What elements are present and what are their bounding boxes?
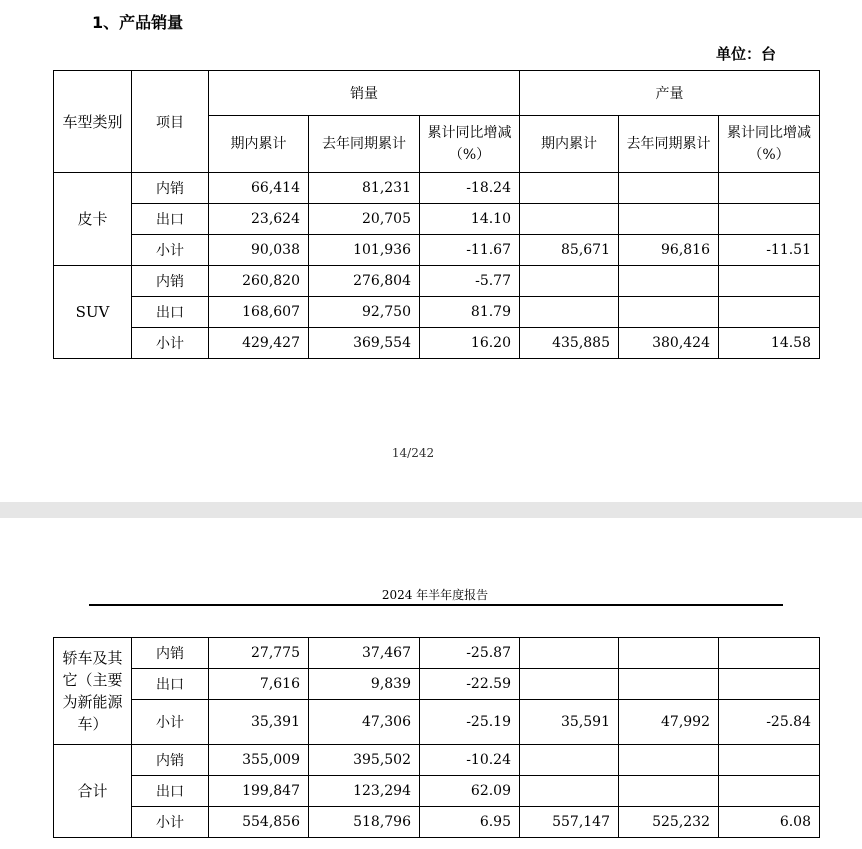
- sales-value-cell: 168,607: [209, 297, 309, 328]
- production-value-cell: -11.51: [719, 235, 820, 266]
- production-value-cell: 380,424: [619, 328, 719, 359]
- item-cell: 内销: [132, 173, 209, 204]
- table-row: [54, 745, 820, 776]
- item-cell: 内销: [132, 638, 209, 669]
- production-value-cell: [619, 297, 719, 328]
- production-value-cell: [619, 204, 719, 235]
- production-value-cell: [619, 776, 719, 807]
- sales-value-cell: 395,502: [309, 745, 420, 776]
- sales-value-cell: 81,231: [309, 173, 420, 204]
- sales-value-cell: -25.87: [420, 638, 520, 669]
- page-separator: [0, 502, 862, 518]
- production-value-cell: -25.84: [719, 700, 820, 745]
- sales-value-cell: 276,804: [309, 266, 420, 297]
- production-value-cell: [520, 204, 619, 235]
- sales-value-cell: 16.20: [420, 328, 520, 359]
- header-sales-period: 期内累计: [209, 116, 309, 173]
- sales-value-cell: -22.59: [420, 669, 520, 700]
- production-value-cell: 96,816: [619, 235, 719, 266]
- header-sales-last-year: 去年同期累计: [309, 116, 420, 173]
- sales-value-cell: 7,616: [209, 669, 309, 700]
- production-value-cell: [520, 776, 619, 807]
- table-row: [54, 669, 820, 700]
- item-cell: 内销: [132, 745, 209, 776]
- production-value-cell: [719, 669, 820, 700]
- page-2: [0, 518, 862, 849]
- category-cell: 皮卡: [54, 173, 132, 266]
- item-cell: 小计: [132, 807, 209, 838]
- production-value-cell: [719, 297, 820, 328]
- production-value-cell: [719, 745, 820, 776]
- production-value-cell: [719, 204, 820, 235]
- production-value-cell: 85,671: [520, 235, 619, 266]
- production-value-cell: 47,992: [619, 700, 719, 745]
- sales-production-table-part-2: [53, 637, 820, 838]
- sales-value-cell: 66,414: [209, 173, 309, 204]
- production-value-cell: [619, 638, 719, 669]
- page-number: 14/242: [391, 446, 435, 460]
- table-row: [54, 204, 820, 235]
- category-cell: 轿车及其它（主要为新能源车）: [54, 638, 132, 745]
- sales-value-cell: 20,705: [309, 204, 420, 235]
- table-row: [54, 235, 820, 266]
- item-cell: 小计: [132, 235, 209, 266]
- sales-value-cell: 90,038: [209, 235, 309, 266]
- category-cell: 合计: [54, 745, 132, 838]
- production-value-cell: [619, 173, 719, 204]
- sales-value-cell: 35,391: [209, 700, 309, 745]
- header-sales-yoy: 累计同比增减（%）: [420, 116, 520, 173]
- table-row: [54, 807, 820, 838]
- sales-value-cell: 101,936: [309, 235, 420, 266]
- table-row: [54, 297, 820, 328]
- production-value-cell: 6.08: [719, 807, 820, 838]
- production-value-cell: [520, 266, 619, 297]
- sales-value-cell: 429,427: [209, 328, 309, 359]
- production-value-cell: [719, 776, 820, 807]
- table-row: [54, 776, 820, 807]
- section-title: 1、产品销量: [92, 13, 184, 32]
- sales-value-cell: 123,294: [309, 776, 420, 807]
- table-row: [54, 266, 820, 297]
- sales-value-cell: 47,306: [309, 700, 420, 745]
- sales-value-cell: 260,820: [209, 266, 309, 297]
- production-value-cell: [619, 745, 719, 776]
- item-cell: 小计: [132, 700, 209, 745]
- header-production-group: 产量: [520, 71, 820, 116]
- sales-value-cell: 14.10: [420, 204, 520, 235]
- production-value-cell: [520, 638, 619, 669]
- production-value-cell: [619, 669, 719, 700]
- sales-value-cell: 6.95: [420, 807, 520, 838]
- table-row: [54, 638, 820, 669]
- header-production-last-year: 去年同期累计: [619, 116, 719, 173]
- sales-value-cell: 81.79: [420, 297, 520, 328]
- header-sales-group: 销量: [209, 71, 520, 116]
- sales-production-table-part-1: [53, 70, 820, 359]
- header-category: 车型类别: [54, 71, 132, 173]
- sales-value-cell: 27,775: [209, 638, 309, 669]
- production-value-cell: [520, 745, 619, 776]
- production-value-cell: 35,591: [520, 700, 619, 745]
- production-value-cell: 435,885: [520, 328, 619, 359]
- unit-label: 单位：台: [716, 45, 777, 63]
- header-production-period: 期内累计: [520, 116, 619, 173]
- item-cell: 内销: [132, 266, 209, 297]
- item-cell: 出口: [132, 297, 209, 328]
- sales-value-cell: 92,750: [309, 297, 420, 328]
- production-value-cell: [520, 173, 619, 204]
- item-cell: 出口: [132, 204, 209, 235]
- production-value-cell: [719, 638, 820, 669]
- production-value-cell: 14.58: [719, 328, 820, 359]
- sales-value-cell: 355,009: [209, 745, 309, 776]
- sales-value-cell: -5.77: [420, 266, 520, 297]
- production-value-cell: [719, 173, 820, 204]
- table-row: [54, 328, 820, 359]
- production-value-cell: [719, 266, 820, 297]
- sales-value-cell: -11.67: [420, 235, 520, 266]
- sales-value-cell: -25.19: [420, 700, 520, 745]
- item-cell: 小计: [132, 328, 209, 359]
- production-value-cell: 525,232: [619, 807, 719, 838]
- sales-value-cell: -10.24: [420, 745, 520, 776]
- sales-value-cell: 9,839: [309, 669, 420, 700]
- production-value-cell: [520, 669, 619, 700]
- category-cell: SUV: [54, 266, 132, 359]
- sales-value-cell: -18.24: [420, 173, 520, 204]
- production-value-cell: [520, 297, 619, 328]
- production-value-cell: [619, 266, 719, 297]
- sales-value-cell: 518,796: [309, 807, 420, 838]
- header-production-yoy: 累计同比增减（%）: [719, 116, 820, 173]
- production-value-cell: 557,147: [520, 807, 619, 838]
- sales-value-cell: 37,467: [309, 638, 420, 669]
- item-cell: 出口: [132, 669, 209, 700]
- item-cell: 出口: [132, 776, 209, 807]
- report-header: 2024 年半年度报告: [381, 588, 489, 602]
- table-row: [54, 700, 820, 745]
- sales-value-cell: 554,856: [209, 807, 309, 838]
- header-rule: [89, 604, 783, 606]
- sales-value-cell: 23,624: [209, 204, 309, 235]
- table-row: [54, 173, 820, 204]
- sales-value-cell: 369,554: [309, 328, 420, 359]
- sales-value-cell: 199,847: [209, 776, 309, 807]
- sales-value-cell: 62.09: [420, 776, 520, 807]
- header-item: 项目: [132, 71, 209, 173]
